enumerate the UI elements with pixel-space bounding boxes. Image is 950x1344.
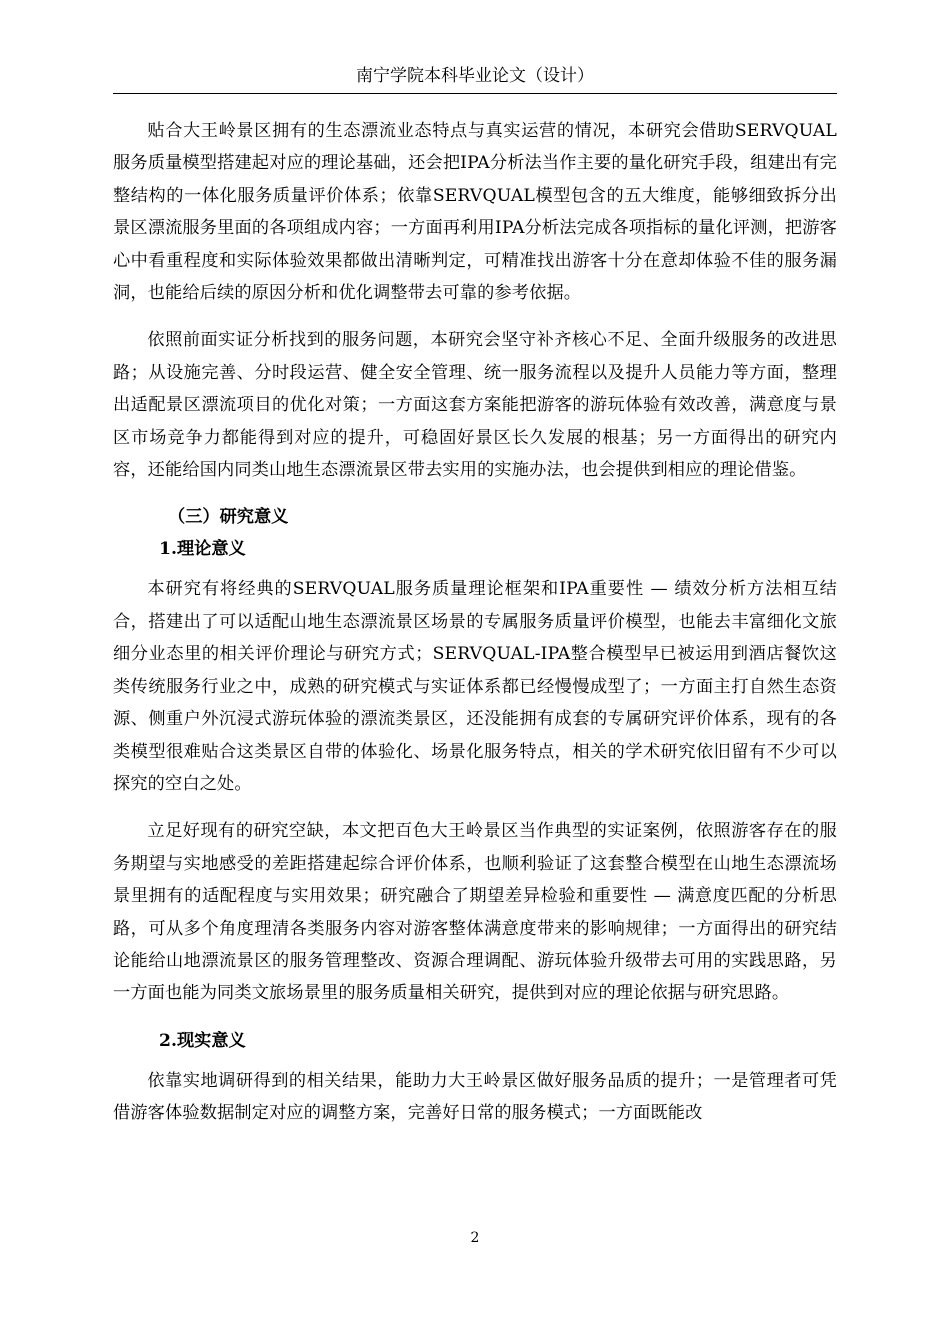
paragraph-theoretical-2: 立足好现有的研究空缺，本文把百色大王岭景区当作典型的实证案例，依照游客存在的服务期望与实地感受的差距搭建起综合评价体系，也顺利验证了这套整合模型在山地生态漂流场景里拥有的适配程度与实用效果；研究融合了期望差异检验和重要性 — 满意度匹配的分析思路，可从多个角度理清各类服务内容对游客整体满意度带来的影响规律；一方面得出的研究结论能给山地漂流景区的服务管理整改、资源合理调配、游玩体验升级带去可用的实践思路，另一方面也能为同类文旅场景里的服务质量相关研究，提供到对应的理论依据与研究思路。 <box>113 821 837 1004</box>
section-heading-research-significance: （三）研究意义 <box>168 507 289 528</box>
paragraph-improvement-approach: 依照前面实证分析找到的服务问题，本研究会坚守补齐核心不足、全面升级服务的改进思路；从设施完善、分时段运营、健全安全管理、统一服务流程以及提升人员能力等方面，整理出适配景区漂流项目的优化对策；一方面这套方案能把游客的游玩体验有效改善，满意度与景区市场竞争力都能得到对应的提升，可稳固好景区长久发展的根基；另一方面得出的研究内容，还能给国内同类山地生态漂流景区带去实用的实施办法，也会提供到相应的理论借鉴。 <box>113 330 837 481</box>
subheading-practical-significance: 2.现实意义 <box>159 1030 246 1051</box>
running-header: 南宁学院本科毕业论文（设计） <box>356 66 594 86</box>
page-number: 2 <box>470 1230 480 1246</box>
header-rule <box>113 93 837 94</box>
paragraph-theoretical-1: 本研究有将经典的SERVQUAL服务质量理论框架和IPA重要性 — 绩效分析方法相互结合，搭建出了可以适配山地生态漂流景区场景的专属服务质量评价模型，也能去丰富细化文旅细分业态里的相关评价理论与研究方式；SERVQUAL-IPA整合模型早已被运用到酒店餐饮这类传统服务行业之中，成熟的研究模式与实证体系都已经慢慢成型了；一方面主打自然生态资源、侧重户外沉浸式游玩体验的漂流类景区，还没能拥有成套的专属研究评价体系，现有的各类模型很难贴合这类景区自带的体验化、场景化服务特点，相关的学术研究依旧留有不少可以探究的空白之处。 <box>113 579 837 794</box>
paragraph-research-method: 贴合大王岭景区拥有的生态漂流业态特点与真实运营的情况，本研究会借助SERVQUAL服务质量模型搭建起对应的理论基础，还会把IPA分析法当作主要的量化研究手段，组建出有完整结构的一体化服务质量评价体系；依靠SERVQUAL模型包含的五大维度，能够细致拆分出景区漂流服务里面的各项组成内容；一方面再利用IPA分析法完成各项指标的量化评测，把游客心中看重程度和实际体验效果都做出清晰判定，可精准找出游客十分在意却体验不佳的服务漏洞，也能给后续的原因分析和优化调整带去可靠的参考依据。 <box>113 121 837 304</box>
document-body <box>113 115 837 1145</box>
subheading-theoretical-significance: 1.理论意义 <box>159 539 246 560</box>
paragraph-practical-1: 依靠实地调研得到的相关结果，能助力大王岭景区做好服务品质的提升；一是管理者可凭借游客体验数据制定对应的调整方案，完善好日常的服务模式；一方面既能改 <box>113 1070 837 1124</box>
